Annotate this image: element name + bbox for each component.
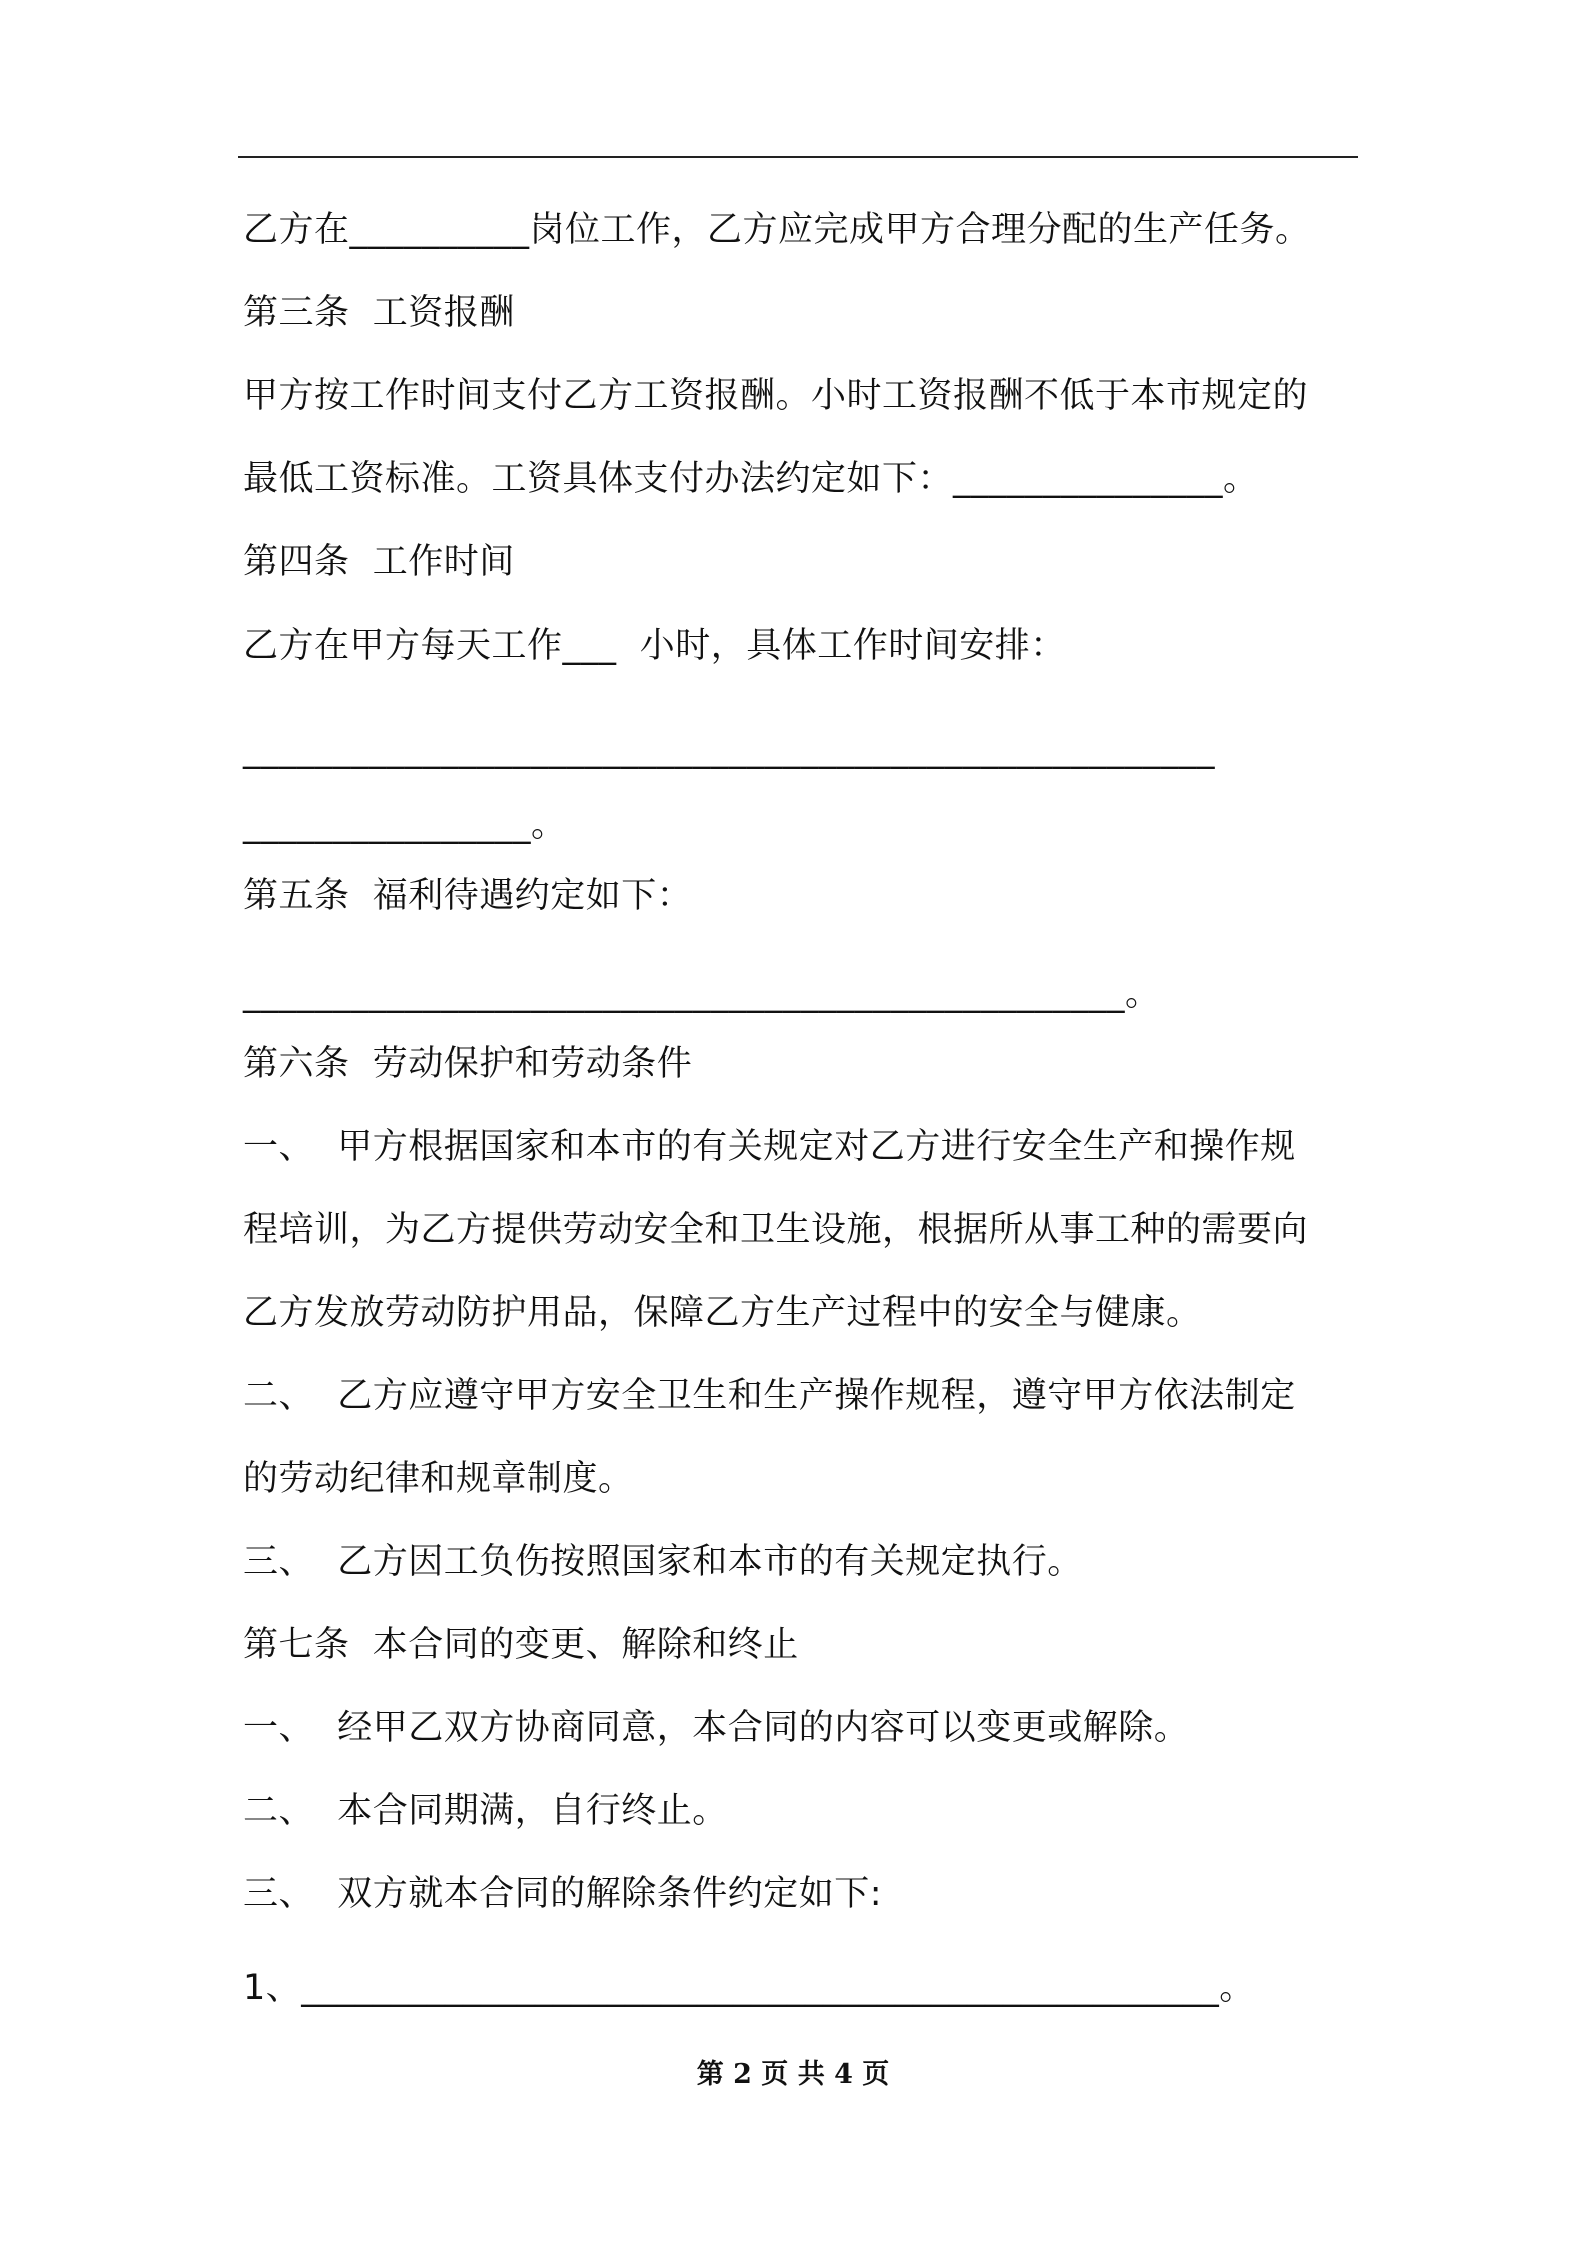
article-heading: 第四条 工作时间 [243,542,515,582]
blank-fill-line: 1、___________________________________________________。 [243,1968,1255,2008]
article-heading: 第五条 福利待遇约定如下： [243,876,693,916]
header-rule [238,156,1358,158]
text-line: 程培训，为乙方提供劳动安全和卫生设施，根据所从事工种的需要向 [243,1210,1309,1250]
blank-fill-line: ______________________________________________________ [243,730,1215,770]
clause-item: 一、 甲方根据国家和本市的有关规定对乙方进行安全生产和操作规 [243,1127,1296,1167]
page-number: 第 2 页 共 4 页 [696,2059,890,2090]
text-line: 乙方在甲方每天工作___ 小时，具体工作时间安排： [243,626,1066,666]
text-line: 乙方在__________岗位工作，乙方应完成甲方合理分配的生产任务。 [243,210,1311,250]
clause-item: 三、 双方就本合同的解除条件约定如下: [243,1874,883,1914]
clause-item: 二、 乙方应遵守甲方安全卫生和生产操作规程，遵守甲方依法制定 [243,1376,1296,1416]
clause-item: 一、 经甲乙双方协商同意，本合同的内容可以变更或解除。 [243,1708,1190,1748]
text-line: 的劳动纪律和规章制度。 [243,1459,634,1499]
clause-item: 二、 本合同期满，自行终止。 [243,1791,728,1831]
clause-item: 三、 乙方因工负伤按照国家和本市的有关规定执行。 [243,1542,1083,1582]
text-line: 乙方发放劳动防护用品，保障乙方生产过程中的安全与健康。 [243,1293,1202,1333]
article-heading: 第六条 劳动保护和劳动条件 [243,1044,693,1084]
text-line: 最低工资标准。工资具体支付办法约定如下：_______________。 [243,459,1259,499]
blank-fill-line: ________________。 [243,805,567,845]
text-line: 甲方按工作时间支付乙方工资报酬。小时工资报酬不低于本市规定的 [243,376,1309,416]
article-heading: 第七条 本合同的变更、解除和终止 [243,1625,799,1665]
blank-fill-line: _________________________________________________。 [243,974,1161,1014]
article-heading: 第三条 工资报酬 [243,293,515,333]
